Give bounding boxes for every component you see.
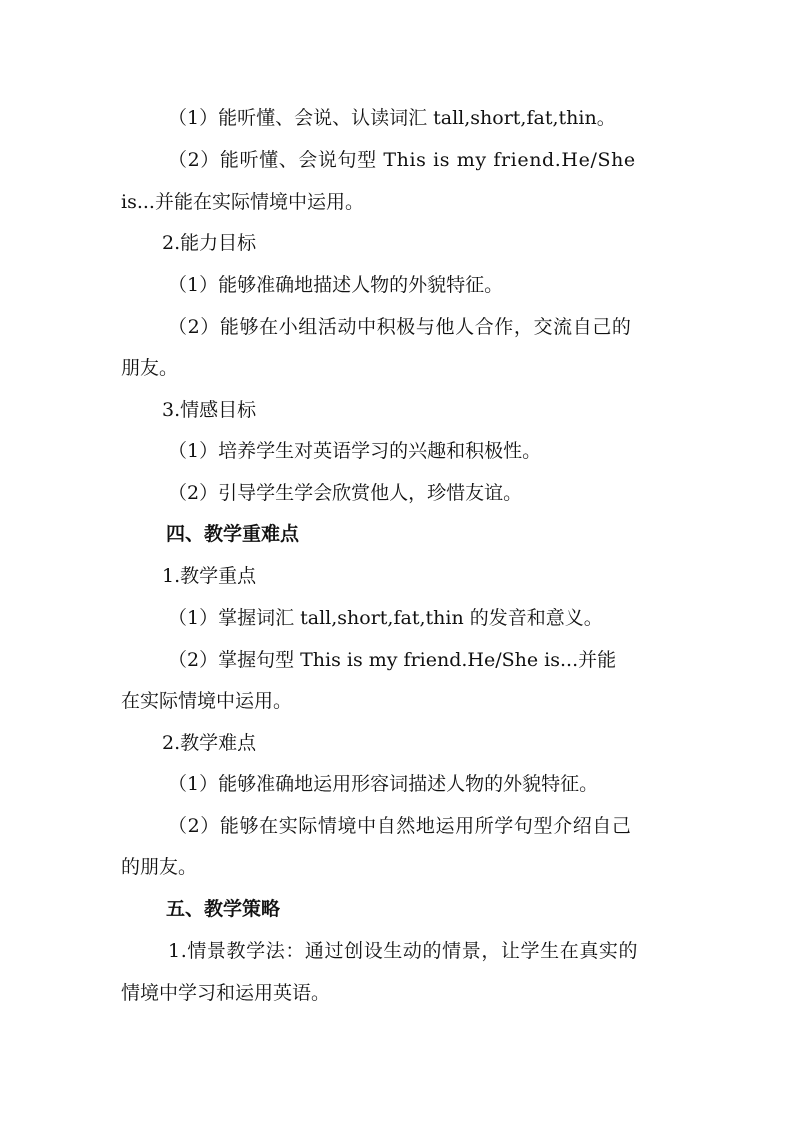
paragraph-line: 情境中学习和运用英语。 <box>121 982 331 1004</box>
section-heading: 五、教学策略 <box>166 898 281 920</box>
subheading: 3.情感目标 <box>162 399 257 421</box>
subheading: 2.教学难点 <box>162 732 257 754</box>
section-heading: 四、教学重难点 <box>166 523 300 545</box>
paragraph-line: （2）能够在实际情境中自然地运用所学句型介绍自己 <box>168 815 632 837</box>
subheading: 1.教学重点 <box>162 565 257 587</box>
paragraph-line: （1）掌握词汇 tall,short,fat,thin 的发音和意义。 <box>168 607 603 629</box>
paragraph-line: （2）能听懂、会说句型 This is my friend.He/She <box>168 149 636 171</box>
paragraph-line: （2）引导学生学会欣赏他人，珍惜友谊。 <box>168 482 523 504</box>
paragraph-line: 1.情景教学法：通过创设生动的情景，让学生在真实的 <box>168 940 639 962</box>
paragraph-line: （2）掌握句型 This is my friend.He/She is...并能 <box>168 649 617 671</box>
paragraph-line: is...并能在实际情境中运用。 <box>121 191 364 213</box>
paragraph-line: （2）能够在小组活动中积极与他人合作，交流自己的 <box>168 316 632 338</box>
paragraph-line: （1）能够准确地运用形容词描述人物的外貌特征。 <box>168 773 599 795</box>
subheading: 2.能力目标 <box>162 232 257 254</box>
paragraph-line: 朋友。 <box>121 357 179 379</box>
paragraph-line: （1）培养学生对英语学习的兴趣和积极性。 <box>168 440 542 462</box>
paragraph-line: 的朋友。 <box>121 856 198 878</box>
paragraph-line: （1）能听懂、会说、认读词汇 tall,short,fat,thin。 <box>168 107 616 129</box>
paragraph-line: 在实际情境中运用。 <box>121 690 293 712</box>
paragraph-line: （1）能够准确地描述人物的外貌特征。 <box>168 274 504 296</box>
